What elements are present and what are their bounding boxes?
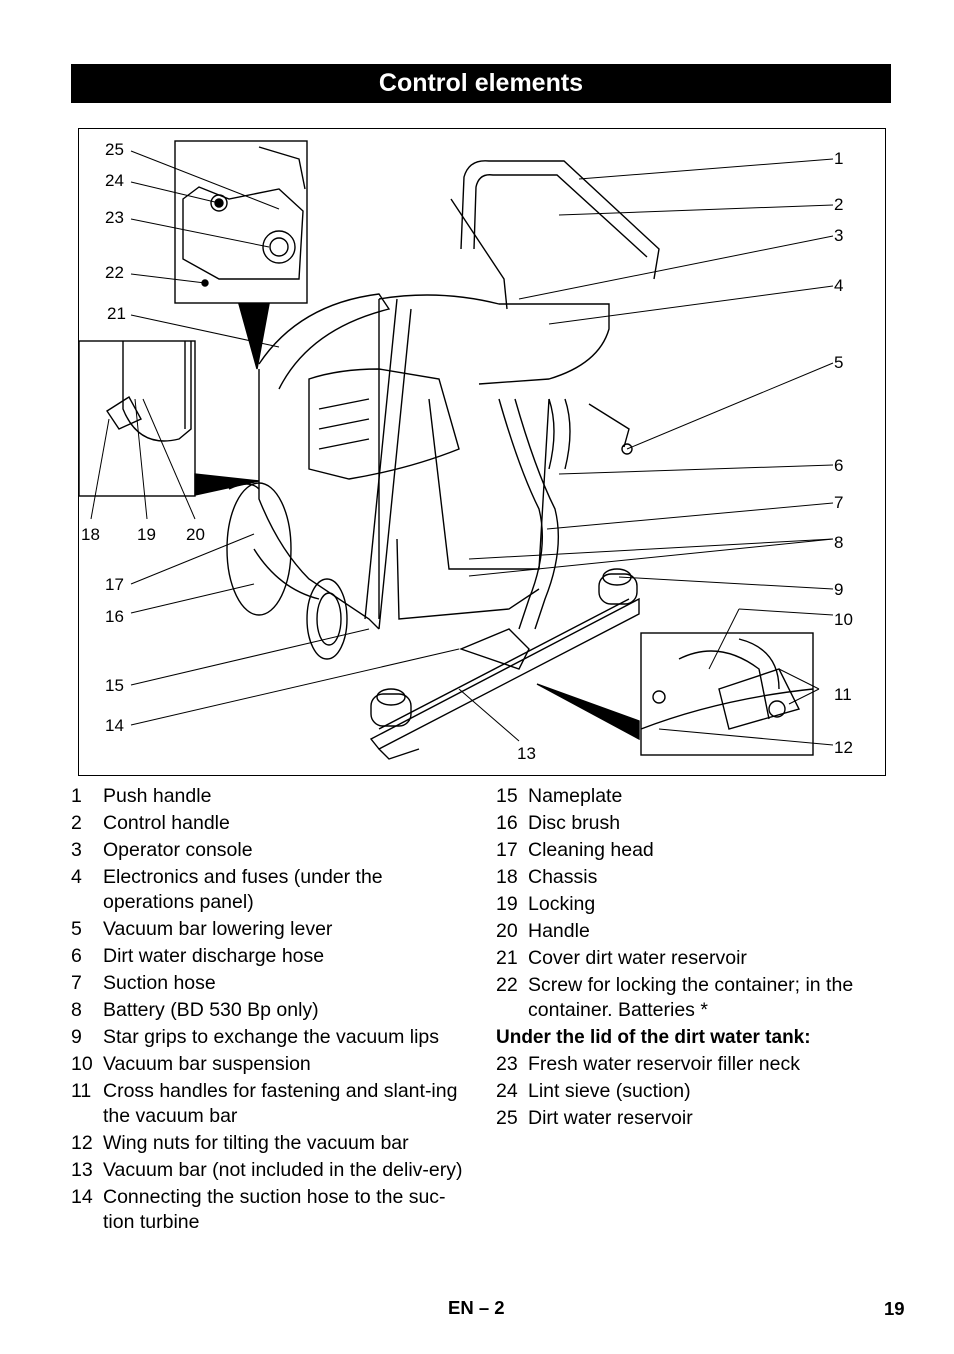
callout-10: 10 bbox=[834, 610, 853, 629]
legend-item: 19 Locking bbox=[496, 893, 596, 915]
legend-item: 6 Dirt water discharge hose bbox=[71, 945, 325, 967]
callout-24: 24 bbox=[105, 171, 124, 190]
legend-item: 10 Vacuum bar suspension bbox=[71, 1053, 311, 1075]
machine-illustration bbox=[78, 128, 886, 776]
legend-item: 20 Handle bbox=[496, 920, 590, 942]
callout-15: 15 bbox=[105, 676, 124, 695]
machine-drawing bbox=[79, 129, 887, 777]
callout-14: 14 bbox=[105, 716, 124, 735]
callout-17: 17 bbox=[105, 575, 124, 594]
callout-19: 19 bbox=[137, 525, 156, 544]
legend-item: 5 Vacuum bar lowering lever bbox=[71, 918, 333, 940]
legend-item: 3 Operator console bbox=[71, 839, 253, 861]
legend-item: 15 Nameplate bbox=[496, 785, 623, 807]
legend-item: 7 Suction hose bbox=[71, 972, 216, 994]
legend-item: 4 Electronics and fuses (under the operations panel) bbox=[71, 866, 383, 913]
callout-11: 11 bbox=[834, 685, 852, 704]
callout-25: 25 bbox=[105, 140, 124, 159]
callout-23: 23 bbox=[105, 208, 124, 227]
callout-13: 13 bbox=[517, 744, 536, 763]
callout-4: 4 bbox=[834, 276, 844, 295]
legend-item: 21 Cover dirt water reservoir bbox=[496, 947, 747, 969]
callout-2: 2 bbox=[834, 195, 844, 214]
callout-9: 9 bbox=[834, 580, 844, 599]
callout-5: 5 bbox=[834, 353, 844, 372]
legend-left-column bbox=[71, 783, 471, 1236]
callout-21: 21 bbox=[107, 304, 126, 323]
callout-3: 3 bbox=[834, 226, 844, 245]
callout-7: 7 bbox=[834, 493, 844, 512]
legend-item: 16 Disc brush bbox=[496, 812, 621, 834]
legend-item: 1 Push handle bbox=[71, 785, 212, 807]
legend-item: 2 Control handle bbox=[71, 812, 230, 834]
legend-item: 25 Dirt water reservoir bbox=[496, 1107, 693, 1129]
callout-16: 16 bbox=[105, 607, 124, 626]
legend-item: 12 Wing nuts for tilting the vacuum bar bbox=[71, 1132, 409, 1154]
legend-item: 17 Cleaning head bbox=[496, 839, 654, 861]
page-title: Control elements bbox=[71, 64, 891, 103]
legend-item: 22 Screw for locking the container; in the container. Batteries * bbox=[496, 974, 854, 1021]
legend-item: 8 Battery (BD 530 Bp only) bbox=[71, 999, 319, 1021]
legend-item: 9 Star grips to exchange the vacuum lips bbox=[71, 1026, 440, 1048]
legend-item: 24 Lint sieve (suction) bbox=[496, 1080, 691, 1102]
callout-6: 6 bbox=[834, 456, 844, 475]
page-number: 19 bbox=[884, 1298, 905, 1319]
callout-20: 20 bbox=[186, 525, 205, 544]
legend-item: 13 Vacuum bar (not included in the deliv-ery) bbox=[71, 1159, 463, 1181]
footer-language-label: EN – 2 bbox=[448, 1297, 505, 1318]
legend-item: 14 Connecting the suction hose to the suc-tion turbine bbox=[71, 1186, 446, 1233]
legend-item: 18 Chassis bbox=[496, 866, 598, 888]
legend-right-column bbox=[496, 783, 896, 1132]
callout-18: 18 bbox=[81, 525, 100, 544]
callout-22: 22 bbox=[105, 263, 124, 282]
callout-12: 12 bbox=[834, 738, 853, 757]
legend-item: 23 Fresh water reservoir filler neck bbox=[496, 1053, 800, 1075]
callout-8: 8 bbox=[834, 533, 844, 552]
legend-item: 11 Cross handles for fastening and slant-ing the vacuum bar bbox=[71, 1080, 458, 1127]
callout-1: 1 bbox=[834, 149, 844, 168]
legend-subheading: Under the lid of the dirt water tank: bbox=[496, 1027, 811, 1048]
